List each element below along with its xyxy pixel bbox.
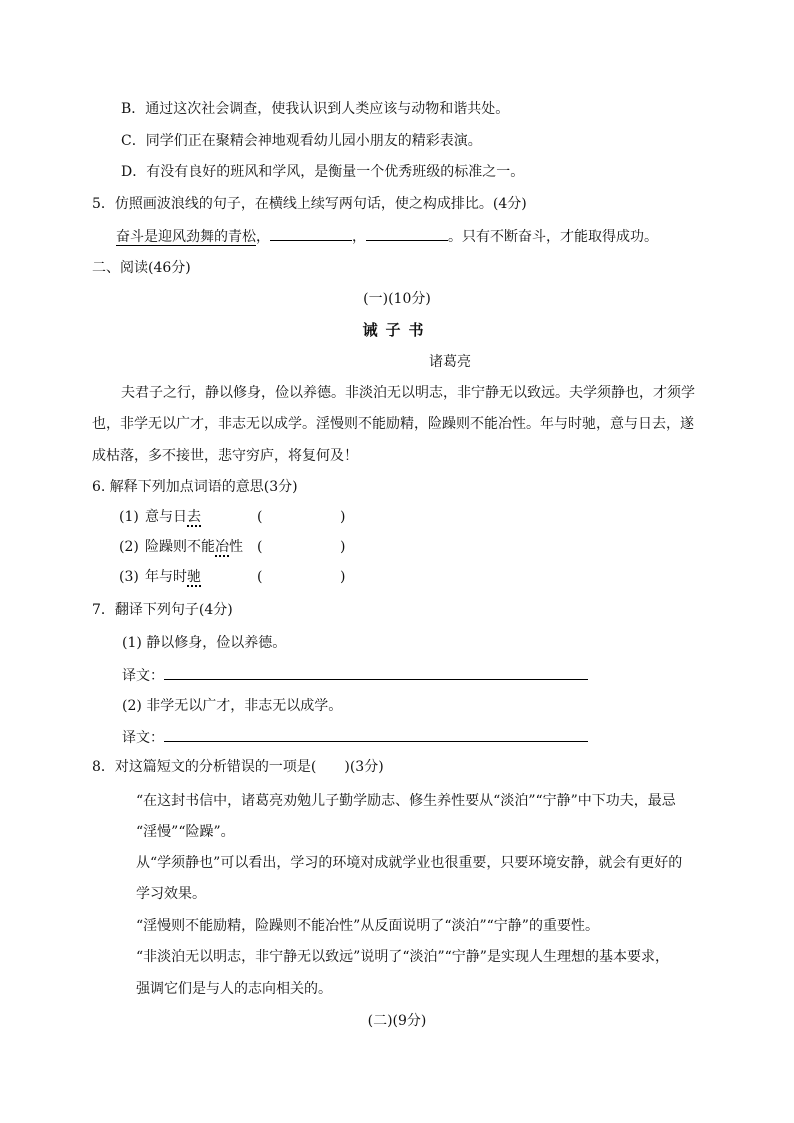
passage-line: 夫君子之行，静以修身，俭以养德。非淡泊无以明志，非宁静无以致远。夫学须静也，才须学 [121,385,695,401]
option-b-line: 学习效果。 [136,886,206,902]
translation-label: 译文： [122,730,164,746]
article-title: 诫子书 [362,321,432,339]
answer-paren-open: ( [257,569,263,585]
q6-item-text: 意与日去 [145,509,201,525]
q7-sentence-1: (1) 静以修身，俭以养德。 [122,635,287,651]
q6-item-num: (2) [119,539,139,555]
translation-input-2[interactable] [164,727,588,742]
comma-2: ， [352,229,366,245]
option-b-line: 从“学须静也”可以看出，学习的环境对成就学业也很重要，只要环境安静，就会有更好的 [136,855,683,871]
option-a-line: “淫慢”“险躁”。 [136,824,235,840]
q6-item-num: (3) [119,569,139,585]
option-c: C．同学们正在聚精会神地观看幼儿园小朋友的精彩表演。 [121,133,482,149]
q7-answer-row [122,665,588,686]
fill-blank-2[interactable] [366,226,448,241]
wavy-underlined-sentence: 奋斗是迎风劲舞的青松 [116,229,256,245]
dotted-word: 去 [187,509,201,525]
translation-label: 译文： [122,668,164,684]
question-5-answer-line [116,226,658,247]
dotted-word: 驰 [187,569,201,585]
answer-paren-close: ) [340,509,346,525]
q7-sentence-2: (2) 非学无以广才，非志无以成学。 [122,698,343,714]
answer-paren-close: ) [340,569,346,585]
question-5-tail: 。只有不断奋斗，才能取得成功。 [448,229,658,245]
option-c-line: “淫慢则不能励精，险躁则不能冶性”从反面说明了“淡泊”“宁静”的重要性。 [136,918,599,934]
part-2-heading: (二)(9分) [367,1013,427,1029]
comma-1: ， [256,229,270,245]
question-8-stem: 8．对这篇短文的分析错误的一项是( )(3分) [92,759,384,775]
q6-item-text: 险躁则不能冶性 [145,539,243,555]
q6-item-text: 年与时驰 [145,569,201,585]
question-7-stem: 7．翻译下列句子(4分) [92,602,233,618]
fill-blank-1[interactable] [270,226,352,241]
passage-line: 成枯落，多不接世，悲守穷庐，将复何及！ [92,448,358,464]
translation-input-1[interactable] [164,665,588,680]
q7-answer-row [122,727,588,748]
option-d-line: 强调它们是与人的志向相关的。 [136,981,332,997]
option-b: B．通过这次社会调查，使我认识到人类应该与动物和谐共处。 [121,101,510,117]
passage-line: 也，非学无以广才，非志无以成学。淫慢则不能励精，险躁则不能冶性。年与时驰，意与日去，遂 [92,416,694,432]
article-author: 诸葛亮 [429,354,471,370]
option-a-line: “在这封书信中，诸葛亮劝勉儿子勤学励志、修生养性要从“淡泊”“宁静”中下功夫，最忌 [136,793,676,809]
option-d-line: “非淡泊无以明志，非宁静无以致远”说明了“淡泊”“宁静”是实现人生理想的基本要求， [136,949,669,965]
section-2-heading: 二、阅读(46分) [92,260,191,276]
part-1-heading: (一)(10分) [363,291,431,307]
answer-paren-close: ) [340,539,346,555]
answer-paren-open: ( [257,509,263,525]
question-6-stem: 6. 解释下列加点词语的意思(3分) [92,479,298,495]
question-5-stem: 5．仿照画波浪线的句子，在横线上续写两句话，使之构成排比。(4分) [92,196,527,212]
q6-item-num: (1) [119,509,139,525]
answer-paren-open: ( [257,539,263,555]
option-d: D．有没有良好的班风和学风，是衡量一个优秀班级的标准之一。 [121,164,525,180]
dotted-word: 冶 [215,539,229,555]
